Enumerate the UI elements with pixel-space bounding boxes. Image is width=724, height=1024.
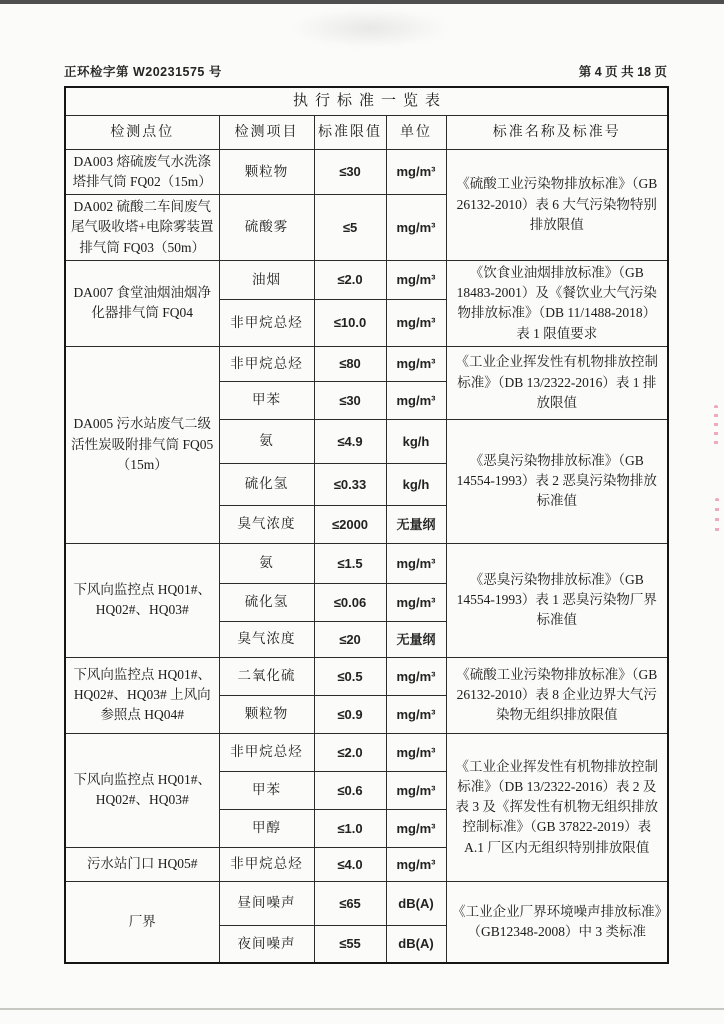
table-cell-standard: 《硫酸工业污染物排放标准》（GB 26132-2010）表 8 企业边界大气污染物无组织排放限值 bbox=[446, 657, 668, 733]
table-cell-unit: dB(A) bbox=[386, 881, 446, 925]
table-cell-unit: mg/m³ bbox=[386, 771, 446, 809]
scan-smudge-artifact bbox=[290, 8, 450, 48]
table-cell-limit: ≤1.5 bbox=[314, 543, 386, 583]
table-cell-limit: ≤65 bbox=[314, 881, 386, 925]
table-row bbox=[65, 346, 668, 381]
table-cell-limit: ≤4.0 bbox=[314, 847, 386, 881]
table-cell-unit: mg/m³ bbox=[386, 381, 446, 419]
column-header-unit: 单位 bbox=[386, 115, 446, 149]
column-header-limit: 标准限值 bbox=[314, 115, 386, 149]
table-cell-item: 非甲烷总烃 bbox=[219, 299, 314, 346]
table-cell-item: 硫化氢 bbox=[219, 463, 314, 505]
table-cell-standard: 《饮食业油烟排放标准》（GB 18483-2001）及《餐饮业大气污染物排放标准》（DB 11/1488-2018）表 1 限值要求 bbox=[446, 260, 668, 346]
table-cell-limit: ≤0.9 bbox=[314, 695, 386, 733]
table-cell-standard: 《工业企业厂界环境噪声排放标准》（GB12348-2008）中 3 类标准 bbox=[446, 881, 668, 963]
table-cell-standard: 《硫酸工业污染物排放标准》（GB 26132-2010）表 6 大气污染物特别排放限值 bbox=[446, 149, 668, 260]
scan-ink-artifact bbox=[715, 498, 719, 532]
table-cell-unit: 无量纲 bbox=[386, 505, 446, 543]
table-cell-item: 氨 bbox=[219, 419, 314, 463]
table-cell-point: DA007 食堂油烟油烟净化器排气筒 FQ04 bbox=[65, 260, 219, 346]
scan-top-edge bbox=[0, 0, 724, 4]
table-cell-point: 污水站门口 HQ05# bbox=[65, 847, 219, 881]
table-title-row bbox=[65, 87, 668, 115]
table-cell-item: 昼间噪声 bbox=[219, 881, 314, 925]
table-cell-limit: ≤4.9 bbox=[314, 419, 386, 463]
table-row bbox=[65, 543, 668, 583]
table-cell-unit: mg/m³ bbox=[386, 583, 446, 621]
table-cell-item: 臭气浓度 bbox=[219, 505, 314, 543]
table-cell-unit: mg/m³ bbox=[386, 299, 446, 346]
table-cell-item: 非甲烷总烃 bbox=[219, 733, 314, 771]
table-cell-limit: ≤2000 bbox=[314, 505, 386, 543]
table-cell-unit: kg/h bbox=[386, 419, 446, 463]
table-cell-item: 非甲烷总烃 bbox=[219, 346, 314, 381]
table-cell-unit: mg/m³ bbox=[386, 695, 446, 733]
table-cell-unit: mg/m³ bbox=[386, 543, 446, 583]
table-cell-unit: mg/m³ bbox=[386, 149, 446, 195]
table-cell-limit: ≤55 bbox=[314, 925, 386, 963]
table-cell-item: 甲苯 bbox=[219, 381, 314, 419]
table-cell-limit: ≤10.0 bbox=[314, 299, 386, 346]
table-cell-item: 氨 bbox=[219, 543, 314, 583]
table-cell-item: 夜间噪声 bbox=[219, 925, 314, 963]
table-cell-limit: ≤2.0 bbox=[314, 733, 386, 771]
table-cell-item: 颗粒物 bbox=[219, 149, 314, 195]
table-cell-standard: 《工业企业挥发性有机物排放控制标准》（DB 13/2322-2016）表 2 及表 3 及《挥发性有机物无组织排放控制标准》（GB 37822-2019）表 A.1 厂区内无组织特别排放限值 bbox=[446, 733, 668, 881]
table-cell-item: 硫化氢 bbox=[219, 583, 314, 621]
table-cell-unit: dB(A) bbox=[386, 925, 446, 963]
table-cell-unit: mg/m³ bbox=[386, 657, 446, 695]
table-cell-item: 二氧化硫 bbox=[219, 657, 314, 695]
table-cell-limit: ≤30 bbox=[314, 381, 386, 419]
table-cell-limit: ≤80 bbox=[314, 346, 386, 381]
column-header-item: 检测项目 bbox=[219, 115, 314, 149]
table-cell-unit: 无量纲 bbox=[386, 621, 446, 657]
table-cell-point: DA003 熔硫废气水洗涤塔排气筒 FQ02（15m） bbox=[65, 149, 219, 195]
page-header bbox=[64, 62, 667, 80]
table-row bbox=[65, 149, 668, 195]
table-row bbox=[65, 260, 668, 299]
table-header-row bbox=[65, 115, 668, 149]
table-cell-point: DA002 硫酸二车间废气尾气吸收塔+电除雾装置排气筒 FQ03（50m） bbox=[65, 195, 219, 261]
table-cell-item: 油烟 bbox=[219, 260, 314, 299]
column-header-point: 检测点位 bbox=[65, 115, 219, 149]
table-cell-limit: ≤30 bbox=[314, 149, 386, 195]
page-indicator: 第 4 页 共 18 页 bbox=[578, 65, 667, 79]
table-cell-point: 下风向监控点 HQ01#、HQ02#、HQ03# bbox=[65, 733, 219, 847]
table-cell-point: 下风向监控点 HQ01#、HQ02#、HQ03# bbox=[65, 543, 219, 657]
table-cell-point: DA005 污水站废气二级活性炭吸附排气筒 FQ05（15m） bbox=[65, 346, 219, 543]
document-number: 正环检字第 W20231575 号 bbox=[64, 65, 222, 79]
table-cell-limit: ≤1.0 bbox=[314, 809, 386, 847]
table-cell-limit: ≤0.5 bbox=[314, 657, 386, 695]
table-cell-limit: ≤0.06 bbox=[314, 583, 386, 621]
table-cell-item: 甲醇 bbox=[219, 809, 314, 847]
table-cell-unit: mg/m³ bbox=[386, 847, 446, 881]
table-cell-unit: mg/m³ bbox=[386, 733, 446, 771]
standards-table bbox=[64, 86, 669, 964]
table-cell-item: 颗粒物 bbox=[219, 695, 314, 733]
table-cell-item: 硫酸雾 bbox=[219, 195, 314, 261]
column-header-standard: 标准名称及标准号 bbox=[446, 115, 668, 149]
table-cell-limit: ≤20 bbox=[314, 621, 386, 657]
table-cell-limit: ≤0.33 bbox=[314, 463, 386, 505]
table-row bbox=[65, 881, 668, 925]
table-cell-standard: 《恶臭污染物排放标准》（GB 14554-1993）表 1 恶臭污染物厂界标准值 bbox=[446, 543, 668, 657]
table-cell-point: 下风向监控点 HQ01#、HQ02#、HQ03# 上风向参照点 HQ04# bbox=[65, 657, 219, 733]
table-cell-unit: mg/m³ bbox=[386, 260, 446, 299]
table-row bbox=[65, 657, 668, 695]
table-cell-unit: mg/m³ bbox=[386, 346, 446, 381]
table-title: 执行标准一览表 bbox=[65, 87, 668, 115]
table-cell-item: 臭气浓度 bbox=[219, 621, 314, 657]
table-cell-limit: ≤5 bbox=[314, 195, 386, 261]
table-cell-standard: 《工业企业挥发性有机物排放控制标准》（DB 13/2322-2016）表 1 排放限值 bbox=[446, 346, 668, 419]
scan-ink-artifact bbox=[714, 405, 718, 450]
scan-bottom-edge bbox=[0, 1008, 724, 1010]
table-cell-item: 甲苯 bbox=[219, 771, 314, 809]
table-cell-item: 非甲烷总烃 bbox=[219, 847, 314, 881]
table-cell-standard: 《恶臭污染物排放标准》（GB 14554-1993）表 2 恶臭污染物排放标准值 bbox=[446, 419, 668, 543]
table-cell-limit: ≤2.0 bbox=[314, 260, 386, 299]
table-cell-limit: ≤0.6 bbox=[314, 771, 386, 809]
table-cell-unit: mg/m³ bbox=[386, 809, 446, 847]
table-cell-unit: kg/h bbox=[386, 463, 446, 505]
table-cell-unit: mg/m³ bbox=[386, 195, 446, 261]
table-cell-point: 厂界 bbox=[65, 881, 219, 963]
table-row bbox=[65, 733, 668, 771]
